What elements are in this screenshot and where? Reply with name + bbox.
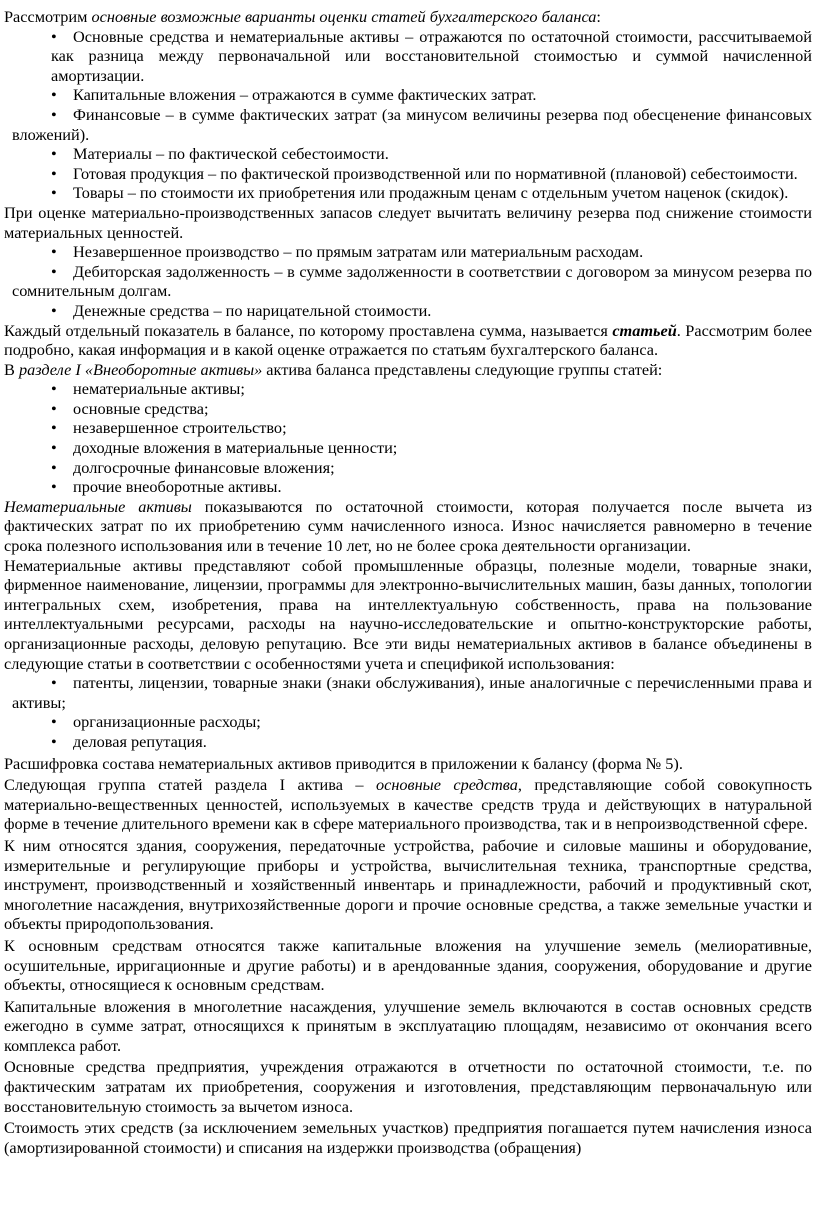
- bullet-icon: •: [51, 144, 57, 164]
- list-item: [4, 732, 812, 752]
- bullet-icon: •: [51, 712, 57, 732]
- bullet-icon: •: [51, 242, 57, 262]
- list-item: [4, 399, 812, 419]
- text-run: Каждый отдельный показатель в балансе, по которому проставлена сумма, называется: [4, 320, 613, 340]
- list-item-text: доходные вложения в материальные ценности;: [73, 438, 398, 458]
- bullet-icon: •: [51, 183, 57, 203]
- paragraph: Расшифровка состава нематериальных активов приводится в приложении к балансу (форма № 5).: [4, 753, 683, 773]
- list-item-text: патенты, лицензии, товарные знаки (знаки обслуживания), иные аналогичные с перечисленными права и активы;: [12, 673, 812, 712]
- list-item-text: Незавершенное производство – по прямым затратам или материальным расходам.: [73, 242, 644, 262]
- paragraph: [4, 775, 812, 834]
- list-item-text: основные средства;: [73, 398, 209, 418]
- list-item-text: прочие внеоборотные активы.: [73, 477, 282, 497]
- bullet-icon: •: [51, 731, 57, 751]
- bold-italic-text-run: статьей: [612, 320, 677, 340]
- text-run: актива баланса представлены следующие группы статей:: [262, 359, 663, 379]
- list-item-text: деловая репутация.: [73, 731, 207, 751]
- bullet-icon: •: [51, 477, 57, 497]
- paragraph: [4, 321, 812, 360]
- list-item: [4, 712, 812, 732]
- list-item-text: Готовая продукция – по фактической производственной или по нормативной (плановой) себестоимости.: [73, 163, 798, 183]
- text-run: показываются по остаточной стоимости, которая получается после вычета из фактических затрат по их приобретению сумм начисленного износа. Износ начисляется равномерно в течение срока полезного использования или в течение 10 лет, но не более срока деятельности организации.: [4, 496, 812, 556]
- paragraph: Нематериальные активы представляют собой промышленные образцы, полезные модели, товарные знаки, фирменное наименование, лицензии, программы для электронно-вычислительных машин, базы данных, топологии интегральных схем, изобретения, права на интеллектуальную собственность, права на пользование интеллектуальными ресурсами, расходы на научно-исследовательские и опытно-конструкторские работы, организационные расходы, деловую репутацию. Все эти виды нематериальных активов в балансе объединены в следующие статьи в соответствии с особенностями учета и спецификой использования:: [4, 555, 812, 673]
- list-item: [4, 242, 812, 262]
- paragraph: Капитальные вложения в многолетние насаждения, улучшение земель включаются в состав основных средств ежегодно в сумме затрат, относящихся к принятым в эксплуатацию площадям, независимо от окончания всего комплекса работ.: [4, 996, 812, 1055]
- list-item-text: Капитальные вложения – отражаются в сумме фактических затрат.: [73, 85, 537, 105]
- bullet-icon: •: [51, 261, 57, 281]
- bullet-icon: •: [51, 104, 57, 124]
- list-item: [4, 379, 812, 399]
- text-run: , представляющие собой совокупность материально-вещественных ценностей, используемых в качестве средств труда и действующих в натуральной форме в течение длительного времени как в сфере материального производства, так и в непроизводственной сфере.: [4, 775, 812, 834]
- bullet-icon: •: [51, 379, 57, 399]
- bullet-icon: •: [51, 438, 57, 458]
- list-item: [4, 438, 812, 458]
- list-item: [4, 85, 812, 105]
- bullet-icon: •: [51, 26, 57, 46]
- list-item: [4, 477, 812, 497]
- paragraph: К основным средствам относятся также капитальные вложения на улучшение земель (мелиоративные, осушительные, ирригационные и другие работы) и в арендованные здания, сооружения, оборудование и другие объекты, относящиеся к основным средствам.: [4, 935, 812, 995]
- list-item-text: Денежные средства – по нарицательной стоимости.: [73, 300, 432, 320]
- italic-text-run: основные средства: [375, 775, 518, 795]
- bullet-icon: •: [51, 163, 57, 183]
- text-run: Следующая группа статей раздела I актива –: [4, 775, 376, 795]
- list-item-text: нематериальные активы;: [73, 379, 245, 399]
- list-item: [4, 458, 812, 478]
- paragraph: К ним относятся здания, сооружения, передаточные устройства, рабочие и силовые машины и оборудование, измерительные и регулирующие приборы и устройства, вычислительная техника, транспортные средства, инструмент, производственный и хозяйственный инвентарь и принадлежности, рабочий и продуктивный скот, многолетние насаждения, внутрихозяйственные дороги и прочие основные средства, а также земельные участки и объекты природопользования.: [4, 835, 812, 934]
- list-item: [4, 418, 812, 438]
- bullet-icon: •: [51, 673, 57, 693]
- text-run: Рассмотрим: [4, 7, 92, 26]
- document-page: [4, 0, 812, 1157]
- italic-text-run: Нематериальные активы: [4, 496, 192, 516]
- list-item: [4, 301, 812, 321]
- list-item: [4, 144, 812, 164]
- list-item: [4, 183, 812, 203]
- list-item-text: незавершенное строительство;: [73, 418, 287, 438]
- list-item-text: Финансовые – в сумме фактических затрат (за минусом величины резерва под обесценение финансовых вложений).: [12, 104, 812, 144]
- text-run: В: [4, 359, 19, 379]
- bullet-icon: •: [51, 300, 57, 320]
- italic-text-run: разделе I «Внеоборотные активы»: [18, 359, 263, 379]
- list-item-text: Товары – по стоимости их приобретения или продажным ценам с отдельным учетом наценок (скидок).: [73, 183, 789, 203]
- list-item: [4, 262, 812, 301]
- paragraph: [4, 497, 812, 556]
- bullet-icon: •: [51, 85, 57, 105]
- paragraph: Стоимость этих средств (за исключением земельных участков) предприятия погашается путем начисления износа (амортизированной стоимости) и списания на издержки производства (обращения): [4, 1118, 812, 1157]
- list-item-text: Материалы – по фактической себестоимости.: [73, 144, 389, 164]
- list-item-text: Основные средства и нематериальные активы – отражаются по остаточной стоимости, рассчитываемой как разница между первоначальной или восстановительной стоимостью и суммой начисленной амортизации.: [51, 26, 812, 85]
- bullet-icon: •: [51, 457, 57, 477]
- list-item-text: Дебиторская задолженность – в сумме задолженности в соответствии с договором за минусом резерва по сомнительным долгам.: [12, 261, 812, 301]
- text-run: . Рассмотрим более подробно, какая информация и в какой оценке отражается по статьям бухгалтерского баланса.: [4, 320, 812, 360]
- list-item: [4, 105, 812, 144]
- bullet-icon: •: [51, 398, 57, 418]
- text-run: :: [596, 7, 601, 26]
- intro-paragraph: [4, 7, 812, 27]
- list-item-text: организационные расходы;: [73, 712, 261, 732]
- list-item: [4, 164, 812, 184]
- bullet-icon: •: [51, 418, 57, 438]
- paragraph: [4, 360, 812, 380]
- list-item: [4, 673, 812, 712]
- italic-text-run: основные возможные варианты оценки статей бухгалтерского баланса: [91, 7, 597, 26]
- paragraph: Основные средства предприятия, учреждения отражаются в отчетности по остаточной стоимости, т.е. по фактическим затратам их приобретения, сооружения и изготовления, представляющим первоначальную или восстановительную стоимость за вычетом износа.: [4, 1057, 812, 1116]
- paragraph: При оценке материально-производственных запасов следует вычитать величину резерва под снижение стоимости материальных ценностей.: [4, 202, 812, 242]
- list-item: [4, 27, 812, 86]
- list-item-text: долгосрочные финансовые вложения;: [73, 457, 335, 477]
